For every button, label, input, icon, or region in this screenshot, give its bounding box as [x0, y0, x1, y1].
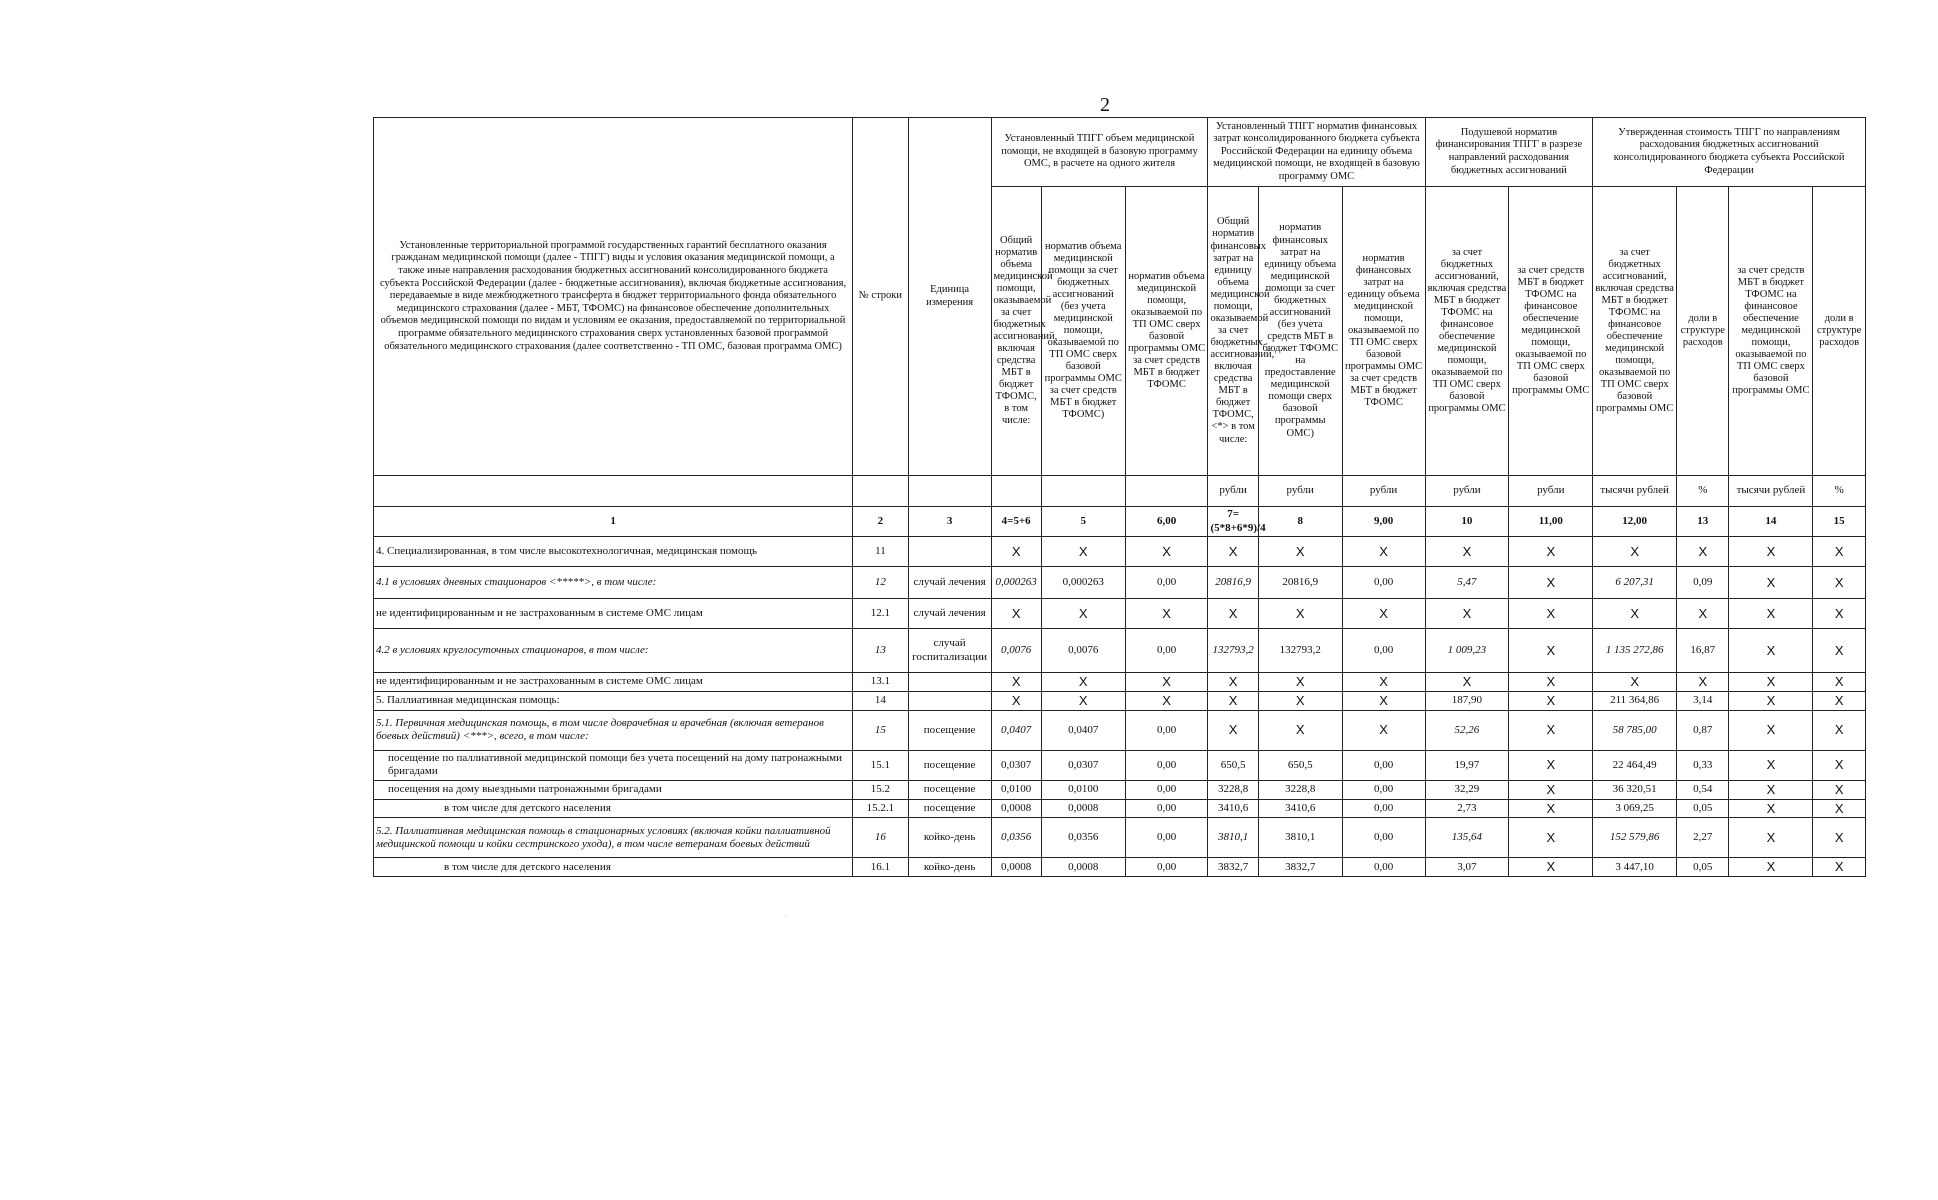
row-unit	[908, 691, 991, 710]
row-cell: 0,00	[1125, 818, 1208, 858]
row-cell: X	[1813, 567, 1866, 599]
column-number: 14	[1729, 507, 1813, 537]
row-name: 4. Специализированная, в том числе высокотехнологичная, медицинская помощь	[374, 537, 853, 567]
column-number: 4=5+6	[991, 507, 1041, 537]
row-cell: X	[1125, 537, 1208, 567]
row-cell: 0,0076	[991, 629, 1041, 673]
row-cell: 0,33	[1677, 750, 1729, 780]
header-col-5: норматив объема медицинской помощи за счет бюджетных ассигнований (без учета медицинской помощи, оказываемой по ТП ОМС сверх базовой программы ОМС за счет средств МБТ в бюджет ТФОМС)	[1041, 187, 1125, 476]
column-number: 10	[1425, 507, 1509, 537]
row-cell: 0,000263	[1041, 567, 1125, 599]
units-cell: тысячи рублей	[1593, 476, 1677, 507]
row-cell: X	[1509, 629, 1593, 673]
row-name: не идентифицированным и не застрахованным в системе ОМС лицам	[374, 673, 853, 692]
row-unit: случай лечения	[908, 599, 991, 629]
row-cell: X	[1593, 673, 1677, 692]
units-blank	[1041, 476, 1125, 507]
table-row	[374, 780, 1866, 799]
row-cell: X	[1258, 673, 1342, 692]
column-number: 11,00	[1509, 507, 1593, 537]
header-group-cost-norm: Установленный ТПГГ норматив финансовых затрат консолидированного бюджета субъекта Российской Федерации на единицу объема медицинской помощи, не входящей в базовую программу ОМС	[1208, 118, 1425, 187]
row-cell: X	[1125, 691, 1208, 710]
table-row	[374, 691, 1866, 710]
row-cell: X	[1258, 599, 1342, 629]
row-cell: 19,97	[1425, 750, 1509, 780]
column-number: 1	[374, 507, 853, 537]
row-number: 12.1	[853, 599, 909, 629]
row-cell: X	[1677, 537, 1729, 567]
column-number: 13	[1677, 507, 1729, 537]
row-cell: X	[1125, 599, 1208, 629]
row-cell: 52,26	[1425, 710, 1509, 750]
row-unit: койко-день	[908, 858, 991, 877]
table-body	[374, 537, 1866, 877]
row-cell: 0,00	[1342, 629, 1425, 673]
row-cell: X	[1208, 537, 1258, 567]
row-cell: 187,90	[1425, 691, 1509, 710]
row-cell: X	[1041, 691, 1125, 710]
row-cell: X	[1509, 691, 1593, 710]
row-cell: X	[1509, 858, 1593, 877]
row-cell: X	[991, 537, 1041, 567]
row-cell: 0,00	[1342, 858, 1425, 877]
row-cell: X	[1729, 537, 1813, 567]
row-cell: X	[1258, 710, 1342, 750]
row-cell: 0,0307	[991, 750, 1041, 780]
row-cell: X	[1677, 599, 1729, 629]
row-cell: 32,29	[1425, 780, 1509, 799]
row-unit: посещение	[908, 780, 991, 799]
units-blank	[853, 476, 909, 507]
column-number: 8	[1258, 507, 1342, 537]
header-group-approved-cost: Утвержденная стоимость ТПГГ по направлениям расходования бюджетных ассигнований консолидированного бюджета субъекта Российской Федерации	[1593, 118, 1866, 187]
financing-table	[373, 117, 1866, 877]
row-cell: 3228,8	[1258, 780, 1342, 799]
row-cell: X	[1041, 537, 1125, 567]
row-cell: X	[1509, 567, 1593, 599]
header-col-9: норматив финансовых затрат на единицу объема медицинской помощи, оказываемой по ТП ОМС сверх базовой программы ОМС за счет средств МБТ в бюджет ТФОМС	[1342, 187, 1425, 476]
row-cell: 0,00	[1342, 750, 1425, 780]
row-cell: 0,0356	[1041, 818, 1125, 858]
row-cell: 132793,2	[1258, 629, 1342, 673]
row-cell: 0,0100	[1041, 780, 1125, 799]
column-number: 5	[1041, 507, 1125, 537]
row-cell: X	[1729, 567, 1813, 599]
row-cell: 2,73	[1425, 799, 1509, 818]
row-name: 4.1 в условиях дневных стационаров <*****>, в том числе:	[374, 567, 853, 599]
row-cell: 0,05	[1677, 799, 1729, 818]
row-unit: посещение	[908, 710, 991, 750]
row-cell: X	[1729, 780, 1813, 799]
row-cell: 650,5	[1208, 750, 1258, 780]
row-cell: 0,00	[1125, 710, 1208, 750]
row-cell: X	[1813, 818, 1866, 858]
row-unit: случай лечения	[908, 567, 991, 599]
row-cell: X	[1729, 599, 1813, 629]
row-cell: X	[1593, 599, 1677, 629]
row-cell: X	[1813, 537, 1866, 567]
row-cell: 3832,7	[1258, 858, 1342, 877]
table-row	[374, 710, 1866, 750]
row-cell: 0,00	[1125, 750, 1208, 780]
header-row-no: № строки	[853, 118, 909, 476]
table-row	[374, 537, 1866, 567]
row-cell: X	[1342, 691, 1425, 710]
row-unit	[908, 673, 991, 692]
table-row	[374, 799, 1866, 818]
row-cell: 0,00	[1125, 567, 1208, 599]
row-cell: 0,00	[1125, 629, 1208, 673]
header-col-15: доли в структуре расходов	[1813, 187, 1866, 476]
units-cell: рубли	[1258, 476, 1342, 507]
row-cell: 0,0008	[991, 858, 1041, 877]
row-cell: X	[1208, 599, 1258, 629]
table-row	[374, 567, 1866, 599]
row-cell: X	[1813, 858, 1866, 877]
row-number: 15.1	[853, 750, 909, 780]
row-cell: X	[1729, 858, 1813, 877]
row-cell: X	[1729, 818, 1813, 858]
row-cell: 0,05	[1677, 858, 1729, 877]
row-cell: 6 207,31	[1593, 567, 1677, 599]
units-cell: рубли	[1342, 476, 1425, 507]
row-number: 11	[853, 537, 909, 567]
row-number: 16	[853, 818, 909, 858]
row-cell: X	[1813, 691, 1866, 710]
row-number: 15.2.1	[853, 799, 909, 818]
row-cell: X	[1729, 629, 1813, 673]
row-cell: 58 785,00	[1593, 710, 1677, 750]
row-cell: X	[1813, 673, 1866, 692]
row-cell: 0,000263	[991, 567, 1041, 599]
row-cell: 1 135 272,86	[1593, 629, 1677, 673]
row-unit: случай госпитализации	[908, 629, 991, 673]
row-cell: X	[1509, 818, 1593, 858]
row-cell: 22 464,49	[1593, 750, 1677, 780]
column-number: 2	[853, 507, 909, 537]
row-cell: 1 009,23	[1425, 629, 1509, 673]
row-number: 15.2	[853, 780, 909, 799]
header-description: Установленные территориальной программой государственных гарантий бесплатного оказания гражданам медицинской помощи (далее - ТПГГ) виды и условия оказания медицинской помощи, а также иные направления расходования бюджетных ассигнований консолидированного бюджета субъекта Российской Федерации (далее - бюджетные ассигнования), включая бюджетные ассигнования, передаваемые в виде межбюджетного трансферта в бюджет территориального фонда обязательного медицинского страхования (далее - МБТ, ТФОМС) на финансовое обеспечение дополнительных объемов медицинской помощи по видам и условиям ее оказания, предоставляемой по территориальной программе обязательного медицинского страхования сверх установленных базовой программой обязательного медицинского страхования (далее соответственно - ТП ОМС, базовая программа ОМС)	[374, 118, 853, 476]
table-row	[374, 673, 1866, 692]
row-cell: 0,0407	[1041, 710, 1125, 750]
row-cell: X	[991, 599, 1041, 629]
row-cell: 16,87	[1677, 629, 1729, 673]
row-cell: 36 320,51	[1593, 780, 1677, 799]
units-blank	[908, 476, 991, 507]
row-cell: 3410,6	[1258, 799, 1342, 818]
row-cell: 0,00	[1342, 818, 1425, 858]
page-number: 2	[1100, 94, 1110, 116]
units-cell: рубли	[1425, 476, 1509, 507]
row-number: 15	[853, 710, 909, 750]
units-blank	[991, 476, 1041, 507]
row-name: посещение по паллиативной медицинской помощи без учета посещений на дому патронажными бригадами	[374, 750, 853, 780]
row-name: посещения на дому выездными патронажными бригадами	[374, 780, 853, 799]
row-unit: посещение	[908, 799, 991, 818]
row-cell: X	[1208, 673, 1258, 692]
row-cell: X	[1509, 750, 1593, 780]
units-blank	[374, 476, 853, 507]
row-cell: 3810,1	[1258, 818, 1342, 858]
table-row	[374, 818, 1866, 858]
row-cell: 3228,8	[1208, 780, 1258, 799]
row-cell: X	[1342, 599, 1425, 629]
row-name: в том числе для детского населения	[374, 858, 853, 877]
row-unit	[908, 537, 991, 567]
row-cell: X	[1342, 673, 1425, 692]
header-col-8: норматив финансовых затрат на единицу объема медицинской помощи за счет бюджетных ассигнований (без учета средств МБТ в бюджет ТФОМС на предоставление медицинской помощи сверх базовой программы ОМС)	[1258, 187, 1342, 476]
row-number: 13.1	[853, 673, 909, 692]
row-cell: 3410,6	[1208, 799, 1258, 818]
row-unit: койко-день	[908, 818, 991, 858]
row-cell: X	[1729, 799, 1813, 818]
row-cell: 20816,9	[1258, 567, 1342, 599]
row-cell: 3 447,10	[1593, 858, 1677, 877]
units-cell: рубли	[1509, 476, 1593, 507]
row-name: 4.2 в условиях круглосуточных стационаров, в том числе:	[374, 629, 853, 673]
row-cell: X	[991, 673, 1041, 692]
row-cell: 0,0100	[991, 780, 1041, 799]
row-cell: X	[1593, 537, 1677, 567]
row-cell: 0,0076	[1041, 629, 1125, 673]
row-cell: X	[1258, 537, 1342, 567]
header-col-4: Общий норматив объема медицинской помощи, оказываемой за счет бюджетных ассигнований, включая средства МБТ в бюджет ТФОМС, в том числе:	[991, 187, 1041, 476]
column-number: 9,00	[1342, 507, 1425, 537]
row-cell: X	[1041, 599, 1125, 629]
row-cell: 3810,1	[1208, 818, 1258, 858]
column-number: 7=(5*8+6*9)/4	[1208, 507, 1258, 537]
row-cell: 152 579,86	[1593, 818, 1677, 858]
row-cell: 132793,2	[1208, 629, 1258, 673]
row-cell: X	[1208, 691, 1258, 710]
row-cell: 0,87	[1677, 710, 1729, 750]
row-cell: X	[1425, 537, 1509, 567]
row-unit: посещение	[908, 750, 991, 780]
row-cell: X	[1813, 750, 1866, 780]
row-cell: 0,54	[1677, 780, 1729, 799]
row-cell: X	[1813, 710, 1866, 750]
row-cell: X	[1677, 673, 1729, 692]
header-group-per-capita: Подушевой норматив финансирования ТПГГ в разрезе направлений расходования бюджетных ассигнований	[1425, 118, 1593, 187]
row-cell: 0,09	[1677, 567, 1729, 599]
row-cell: 2,27	[1677, 818, 1729, 858]
row-name: 5. Паллиативная медицинская помощь:	[374, 691, 853, 710]
units-blank	[1125, 476, 1208, 507]
header-group-volume: Установленный ТПГГ объем медицинской помощи, не входящей в базовую программу ОМС, в расчете на одного жителя	[991, 118, 1208, 187]
row-cell: X	[1509, 710, 1593, 750]
row-cell: 0,00	[1125, 780, 1208, 799]
row-cell: 135,64	[1425, 818, 1509, 858]
row-cell: 0,0008	[1041, 858, 1125, 877]
table-row	[374, 858, 1866, 877]
table-row	[374, 750, 1866, 780]
row-cell: X	[1425, 599, 1509, 629]
row-cell: X	[1729, 710, 1813, 750]
row-cell: 211 364,86	[1593, 691, 1677, 710]
units-cell: рубли	[1208, 476, 1258, 507]
row-cell: X	[1342, 710, 1425, 750]
row-cell: 0,00	[1342, 567, 1425, 599]
row-cell: 0,0008	[1041, 799, 1125, 818]
row-cell: 0,0307	[1041, 750, 1125, 780]
row-name: в том числе для детского населения	[374, 799, 853, 818]
row-cell: 0,00	[1125, 858, 1208, 877]
row-cell: X	[1509, 780, 1593, 799]
header-col-11: за счет средств МБТ в бюджет ТФОМС на финансовое обеспечение медицинской помощи, оказываемой по ТП ОМС сверх базовой программы ОМС	[1509, 187, 1593, 476]
row-cell: 0,00	[1342, 780, 1425, 799]
row-name: не идентифицированным и не застрахованным в системе ОМС лицам	[374, 599, 853, 629]
row-cell: X	[1813, 599, 1866, 629]
header-col-10: за счет бюджетных ассигнований, включая средства МБТ в бюджет ТФОМС на финансовое обеспечение медицинской помощи, оказываемой по ТП ОМС сверх базовой программы ОМС	[1425, 187, 1509, 476]
row-cell: X	[1041, 673, 1125, 692]
row-cell: X	[1509, 599, 1593, 629]
row-cell: 3 069,25	[1593, 799, 1677, 818]
column-number: 15	[1813, 507, 1866, 537]
row-cell: 0,0356	[991, 818, 1041, 858]
scan-mark: .	[784, 910, 786, 919]
header-col-12: за счет бюджетных ассигнований, включая средства МБТ в бюджет ТФОМС на финансовое обеспечение медицинской помощи, оказываемой по ТП ОМС сверх базовой программы ОМС	[1593, 187, 1677, 476]
row-cell: X	[1509, 537, 1593, 567]
row-cell: 650,5	[1258, 750, 1342, 780]
row-cell: X	[1729, 673, 1813, 692]
row-cell: 0,00	[1342, 799, 1425, 818]
row-cell: X	[1509, 673, 1593, 692]
column-number: 6,00	[1125, 507, 1208, 537]
row-name: 5.2. Паллиативная медицинская помощь в стационарных условиях (включая койки паллиативной медицинской помощи и койки сестринского ухода), в том числе ветеранам боевых действий	[374, 818, 853, 858]
units-cell: тысячи рублей	[1729, 476, 1813, 507]
row-number: 13	[853, 629, 909, 673]
row-cell: X	[1729, 750, 1813, 780]
column-number: 3	[908, 507, 991, 537]
header-col-7: Общий норматив финансовых затрат на единицу объема медицинской помощи, оказываемой за счет бюджетных ассигнований, включая средства МБТ в бюджет ТФОМС, <*> в том числе:	[1208, 187, 1258, 476]
row-cell: X	[1425, 673, 1509, 692]
row-number: 14	[853, 691, 909, 710]
row-cell: X	[1208, 710, 1258, 750]
header-unit: Единица измерения	[908, 118, 991, 476]
row-cell: 3,07	[1425, 858, 1509, 877]
column-number: 12,00	[1593, 507, 1677, 537]
row-number: 12	[853, 567, 909, 599]
row-cell: 5,47	[1425, 567, 1509, 599]
table-row	[374, 599, 1866, 629]
row-name: 5.1. Первичная медицинская помощь, в том числе доврачебная и врачебная (включая ветеранов боевых действий) <***>, всего, в том числе:	[374, 710, 853, 750]
row-cell: 20816,9	[1208, 567, 1258, 599]
row-cell: X	[991, 691, 1041, 710]
units-cell: %	[1677, 476, 1729, 507]
header-col-14: за счет средств МБТ в бюджет ТФОМС на финансовое обеспечение медицинской помощи, оказываемой по ТП ОМС сверх базовой программы ОМС	[1729, 187, 1813, 476]
row-cell: X	[1258, 691, 1342, 710]
table-row	[374, 629, 1866, 673]
units-cell: %	[1813, 476, 1866, 507]
row-cell: X	[1729, 691, 1813, 710]
row-cell: X	[1125, 673, 1208, 692]
row-cell: 0,0008	[991, 799, 1041, 818]
row-cell: X	[1813, 799, 1866, 818]
row-number: 16.1	[853, 858, 909, 877]
row-cell: 3832,7	[1208, 858, 1258, 877]
header-col-6: норматив объема медицинской помощи, оказываемой по ТП ОМС сверх базовой программы ОМС за счет средств МБТ в бюджет ТФОМС	[1125, 187, 1208, 476]
row-cell: X	[1342, 537, 1425, 567]
row-cell: 0,00	[1125, 799, 1208, 818]
row-cell: 3,14	[1677, 691, 1729, 710]
row-cell: 0,0407	[991, 710, 1041, 750]
header-col-13: доли в структуре расходов	[1677, 187, 1729, 476]
row-cell: X	[1509, 799, 1593, 818]
row-cell: X	[1813, 780, 1866, 799]
row-cell: X	[1813, 629, 1866, 673]
